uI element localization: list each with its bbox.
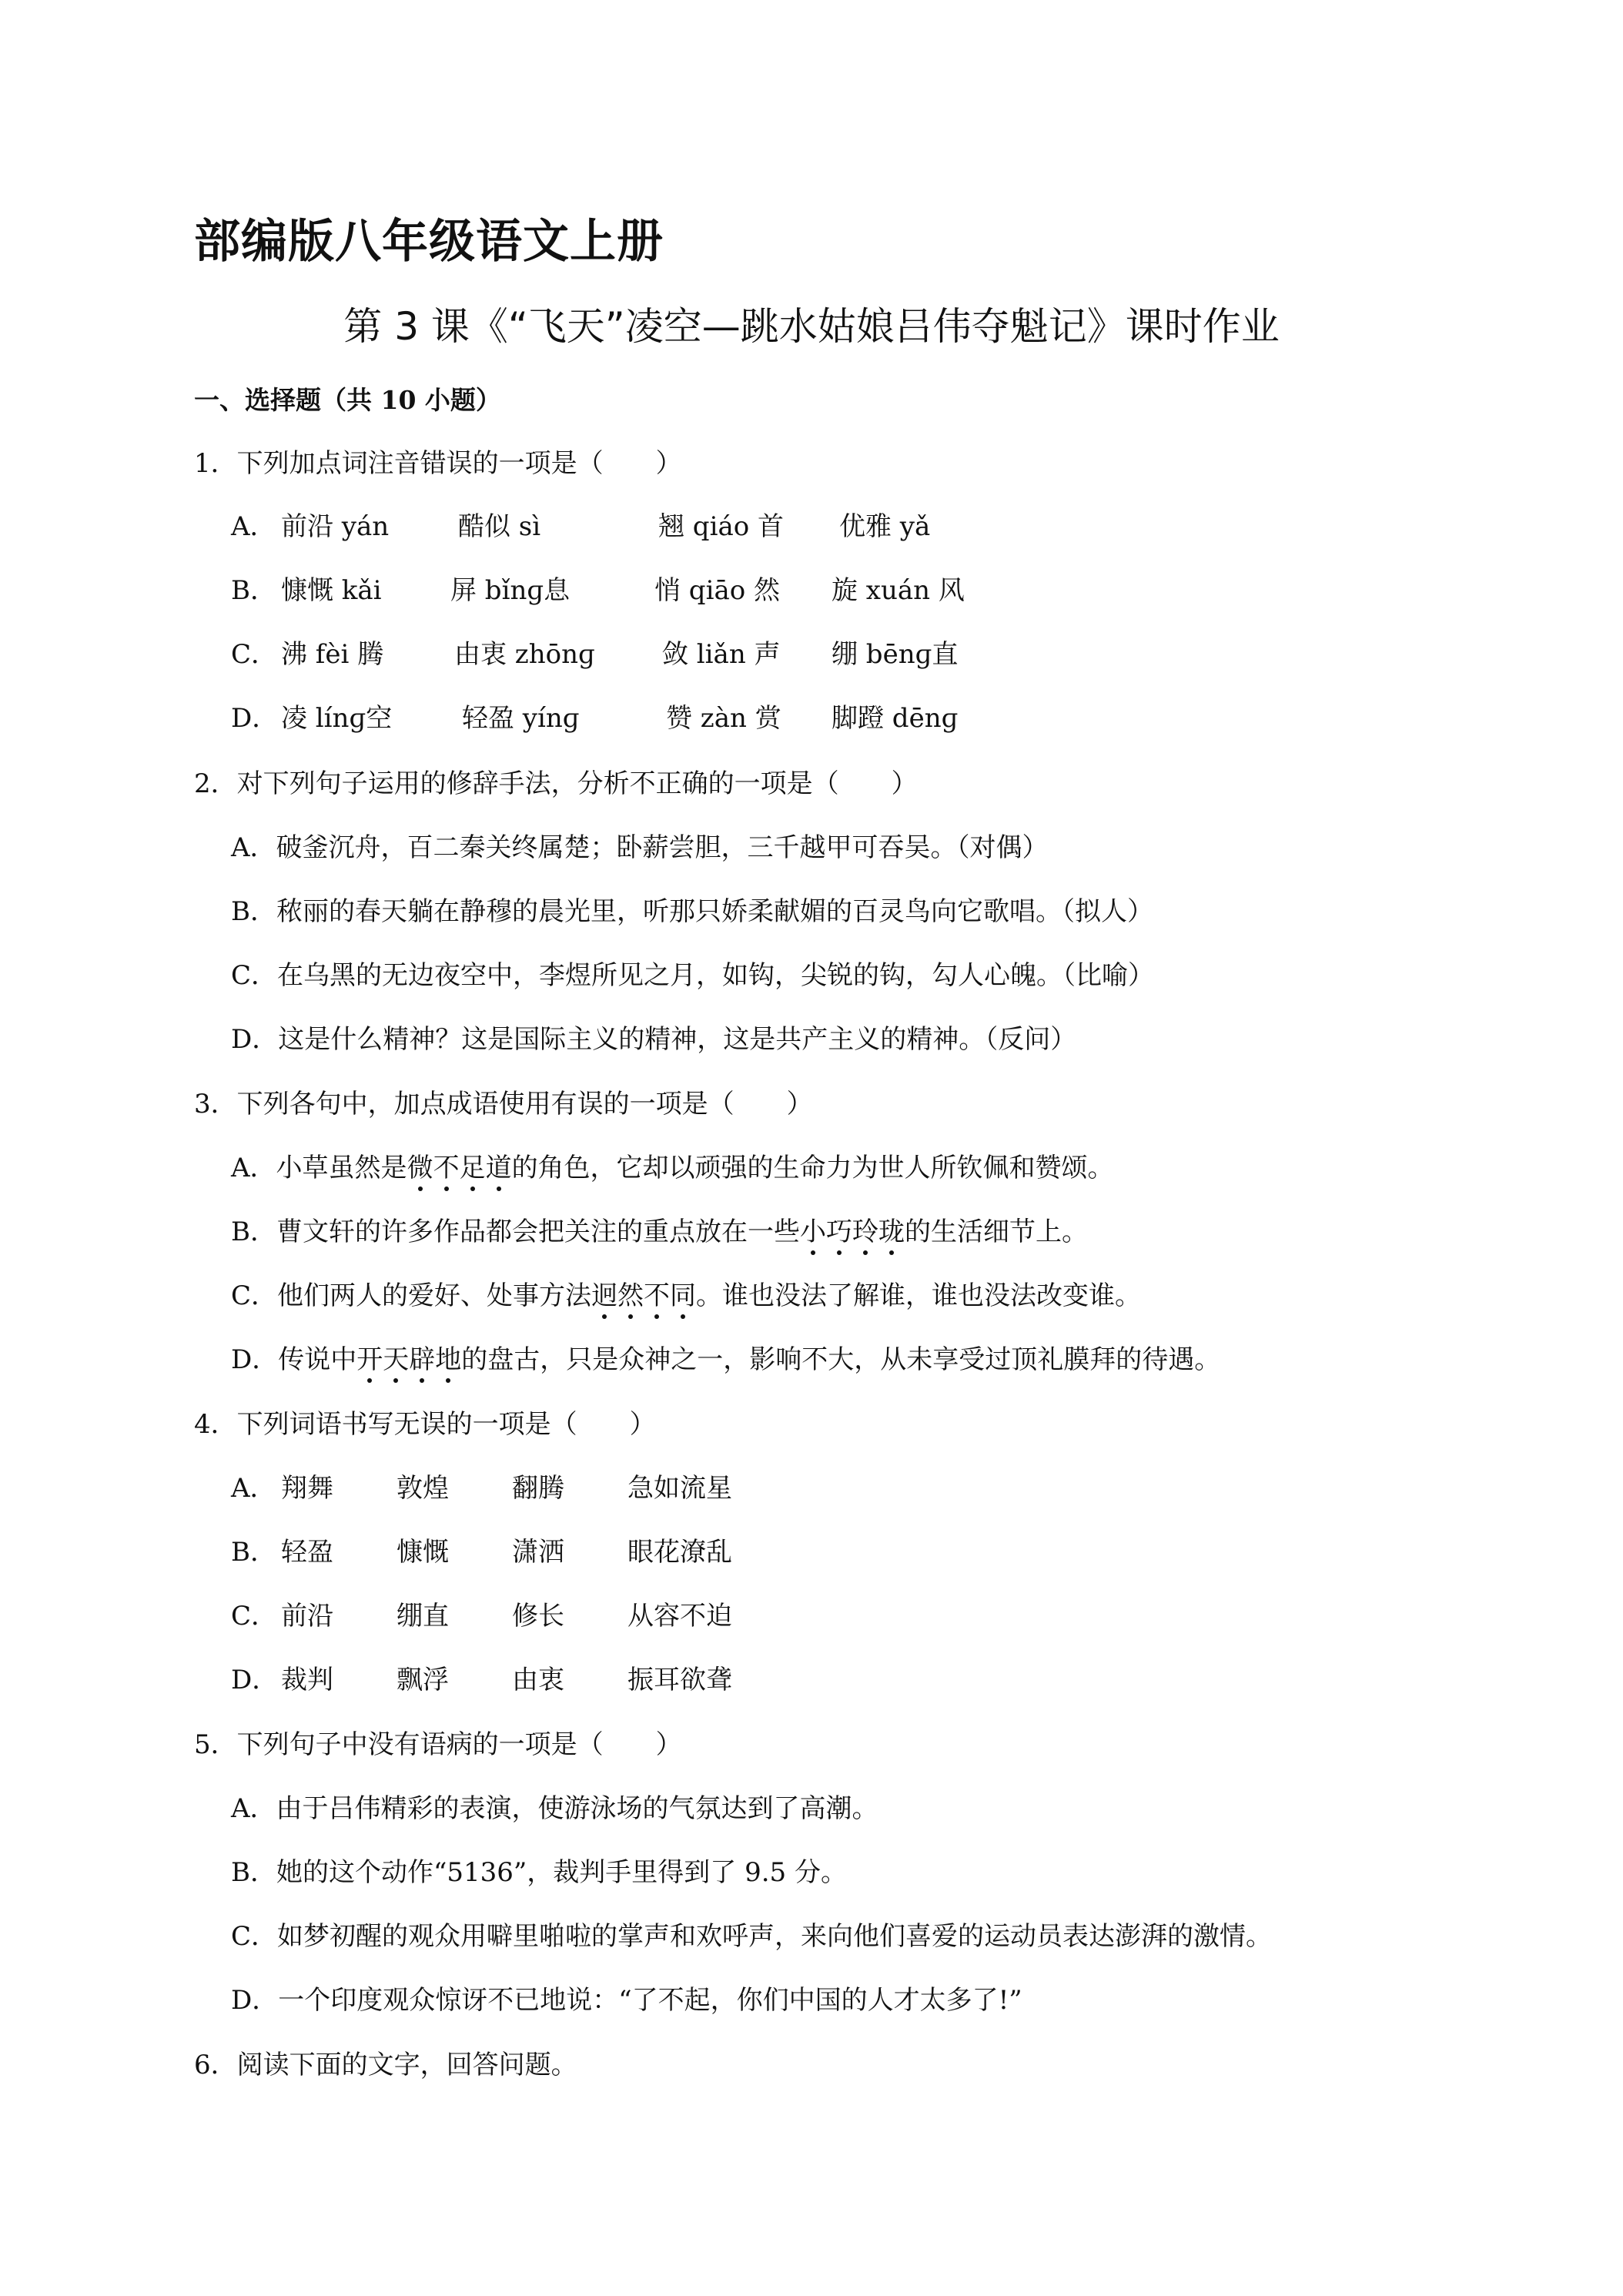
q5-option-c: C．如梦初醒的观众用噼里啪啦的掌声和欢呼声，来向他们喜爱的运动员表达澎湃的激情。 <box>231 1921 1273 1952</box>
q4-option-b-label: B． <box>231 1537 276 1568</box>
question-4-stem: 4．下列词语书写无误的一项是（ ） <box>194 1409 656 1440</box>
q4-option-d-word-3: 由衷 <box>512 1665 564 1695</box>
q1-option-a-word-1: 前沿 yán <box>281 511 390 542</box>
q5-option-b: B．她的这个动作“5136”，裁判手里得到了 9.5 分。 <box>231 1857 847 1888</box>
question-2-stem: 2．对下列句子运用的修辞手法，分析不正确的一项是（ ） <box>194 768 918 799</box>
q3-option-a-pre: A．小草虽然是 <box>231 1153 407 1183</box>
q4-option-a-word-1: 翔舞 <box>281 1473 333 1504</box>
q1-option-c-label: C． <box>231 639 278 670</box>
q1-option-d-word-3: 赞 zàn 赏 <box>666 703 781 734</box>
document-title: 部编版八年级语文上册 <box>194 215 664 269</box>
q4-option-a-label: A． <box>231 1473 276 1504</box>
q3-option-a <box>231 1146 1114 1184</box>
q3-option-c-post: 。谁也没法了解谁，谁也没法改变谁。 <box>696 1280 1142 1311</box>
question-5-stem: 5．下列句子中没有语病的一项是（ ） <box>194 1729 682 1760</box>
q4-option-c-word-4: 从容不迫 <box>627 1601 732 1632</box>
q2-option-c: C．在乌黑的无边夜空中，李煜所见之月，如钩，尖锐的钩，勾人心魄。（比喻） <box>231 960 1155 991</box>
q3-option-b <box>231 1210 1088 1248</box>
q1-option-a-label: A． <box>231 511 276 542</box>
q1-option-b-word-3: 悄 qiāo 然 <box>654 575 780 606</box>
q3-option-a-idiom: 微不足道 <box>407 1153 512 1183</box>
q1-option-d-label: D． <box>231 703 279 734</box>
q4-option-d-word-4: 振耳欲聋 <box>627 1665 732 1695</box>
q1-option-b-label: B． <box>231 575 276 606</box>
q1-option-b-word-4: 旋 xuán 风 <box>832 575 965 606</box>
q3-option-d <box>231 1338 1220 1376</box>
q4-option-c-label: C． <box>231 1601 278 1632</box>
q2-option-a: A．破釜沉舟，百二秦关终属楚；卧薪尝胆，三千越甲可吞吴。（对偶） <box>231 832 1049 863</box>
q1-option-b-word-2: 屏 bǐnɡ息 <box>450 575 571 606</box>
q3-option-d-post: 的盘古，只是众神之一，影响不大，从未享受过顶礼膜拜的待遇。 <box>461 1344 1221 1375</box>
q1-option-c-word-3: 敛 liǎn 声 <box>662 639 781 670</box>
q3-option-d-pre: D．传说中 <box>231 1344 357 1375</box>
q4-option-a-word-4: 急如流星 <box>627 1473 732 1504</box>
q1-option-c-word-2: 由衷 zhōnɡ <box>454 639 595 670</box>
q1-option-c-word-4: 绷 bēnɡ直 <box>832 639 959 670</box>
section-heading: 一、选择题（共 10 小题） <box>194 385 501 415</box>
q5-option-d: D．一个印度观众惊讶不已地说：“了不起，你们中国的人才太多了!” <box>231 1985 1022 2016</box>
q3-option-b-pre: B．曹文轩的许多作品都会把关注的重点放在一些 <box>231 1217 800 1247</box>
q4-option-d-word-1: 裁判 <box>281 1665 333 1695</box>
q2-option-d: D．这是什么精神？这是国际主义的精神，这是共产主义的精神。（反问） <box>231 1024 1077 1055</box>
q4-option-b-word-3: 潇洒 <box>512 1537 564 1568</box>
q4-option-d-word-2: 飘浮 <box>397 1665 449 1695</box>
q4-option-c-word-3: 修长 <box>512 1601 564 1632</box>
q4-option-c-word-1: 前沿 <box>281 1601 333 1632</box>
q4-option-a-word-3: 翻腾 <box>512 1473 564 1504</box>
q3-option-d-idiom: 开天辟地 <box>356 1344 461 1375</box>
q1-option-d-word-2: 轻盈 yínɡ <box>462 703 580 734</box>
lesson-subtitle: 第 3 课《“飞天”凌空—跳水姑娘吕伟夺魁记》课时作业 <box>343 304 1280 349</box>
q4-option-d-label: D． <box>231 1665 279 1695</box>
q1-option-d-word-1: 凌 línɡ空 <box>281 703 393 734</box>
q4-option-b-word-4: 眼花潦乱 <box>627 1537 732 1568</box>
q3-option-b-post: 的生活细节上。 <box>904 1217 1088 1247</box>
q4-option-b-word-1: 轻盈 <box>281 1537 333 1568</box>
q4-option-c-word-2: 绷直 <box>397 1601 449 1632</box>
question-1-stem: 1．下列加点词注音错误的一项是（ ） <box>194 448 682 479</box>
q1-option-c-word-1: 沸 fèi 腾 <box>281 639 384 670</box>
q3-option-c-pre: C．他们两人的爱好、处事方法 <box>231 1280 592 1311</box>
question-3-stem: 3．下列各句中，加点成语使用有误的一项是（ ） <box>194 1089 813 1120</box>
q1-option-a-word-4: 优雅 yǎ <box>839 511 931 542</box>
question-6-stem: 6．阅读下面的文字，回答问题。 <box>194 2050 577 2080</box>
q5-option-a: A．由于吕伟精彩的表演，使游泳场的气氛达到了高潮。 <box>231 1793 878 1824</box>
q3-option-c-idiom: 迥然不同 <box>591 1280 696 1311</box>
q3-option-a-post: 的角色，它却以顽强的生命力为世人所钦佩和赞颂。 <box>511 1153 1114 1183</box>
q3-option-b-idiom: 小巧玲珑 <box>800 1217 905 1247</box>
q3-option-c <box>231 1274 1141 1312</box>
q1-option-b-word-1: 慷慨 kǎi <box>281 575 382 606</box>
q1-option-a-word-2: 酷似 sì <box>458 511 541 542</box>
q2-option-b: B．秾丽的春天躺在静穆的晨光里，听那只娇柔献媚的百灵鸟向它歌唱。（拟人） <box>231 896 1153 927</box>
q1-option-d-word-4: 脚蹬 dēnɡ <box>832 703 959 734</box>
q4-option-a-word-2: 敦煌 <box>397 1473 449 1504</box>
q1-option-a-word-3: 翘 qiáo 首 <box>658 511 784 542</box>
q4-option-b-word-2: 慷慨 <box>397 1537 449 1568</box>
